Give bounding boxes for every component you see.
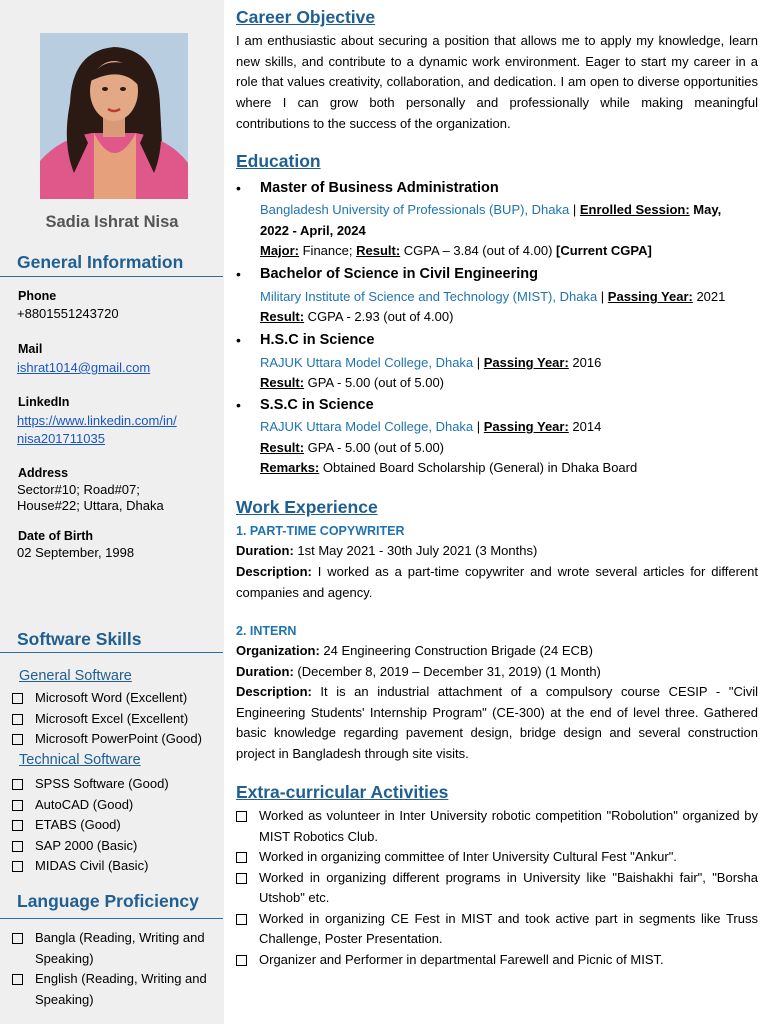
section-divider [0, 276, 223, 277]
linkedin-link-line2[interactable]: nisa201711035 [17, 431, 105, 446]
degree-remarks-line: Remarks: Obtained Board Scholarship (General) in Dhaka Board [260, 460, 638, 475]
list-item: Worked in organizing CE Fest in MIST and took active part in segments like Truss Challenge, Poster Presentation. [236, 909, 758, 950]
dob-value: 02 September, 1998 [17, 545, 135, 560]
degree-title: S.S.C in Science [260, 397, 374, 413]
list-item: Organizer and Performer in departmental Farewell and Picnic of MIST. [236, 950, 758, 971]
job-organization: Organization: 24 Engineering Construction Brigade (24 ECB) [236, 643, 593, 658]
job-duration: Duration: (December 8, 2019 – December 31, 2019) (1 Month) [236, 664, 601, 679]
profile-name: Sadia Ishrat Nisa [45, 213, 179, 231]
language-list [12, 928, 222, 1010]
checkbox-icon [236, 811, 247, 822]
phone-value: +8801551243720 [17, 306, 119, 321]
list-item: SPSS Software (Good) [12, 774, 169, 795]
linkedin-label: LinkedIn [18, 395, 70, 409]
dob-label: Date of Birth [18, 529, 93, 543]
list-item: English (Reading, Writing and Speaking) [12, 969, 222, 1010]
degree-title: Bachelor of Science in Civil Engineering [260, 266, 538, 282]
phone-label: Phone [18, 289, 57, 303]
work-experience-heading: Work Experience [236, 497, 378, 517]
mail-label: Mail [18, 342, 43, 356]
career-objective-heading: Career Objective [236, 7, 376, 27]
bullet-icon: • [236, 266, 241, 282]
checkbox-icon [236, 914, 247, 925]
activities-list [236, 806, 758, 970]
sidebar [0, 0, 224, 1024]
profile-photo [40, 33, 188, 199]
list-item: MIDAS Civil (Basic) [12, 856, 169, 877]
checkbox-icon [12, 693, 23, 704]
degree-institution-line: RAJUK Uttara Model College, Dhaka | Passing Year: 2016 [260, 355, 602, 370]
checkbox-icon [236, 955, 247, 966]
section-divider [0, 918, 223, 919]
checkbox-icon [236, 873, 247, 884]
checkbox-icon [12, 779, 23, 790]
checkbox-icon [12, 714, 23, 725]
general-info-heading: General Information [17, 252, 184, 272]
degree-institution-line: Military Institute of Science and Technology (MIST), Dhaka | Passing Year: 2021 [260, 289, 726, 304]
general-software-heading: General Software [19, 668, 132, 684]
degree-result-line: Result: GPA - 5.00 (out of 5.00) [260, 375, 445, 390]
list-item: Microsoft Word (Excellent) [12, 688, 202, 709]
linkedin-link-line1[interactable]: https://www.linkedin.com/in/ [17, 413, 177, 428]
mail-link[interactable]: ishrat1014@gmail.com [17, 360, 151, 375]
list-item: Worked in organizing committee of Inter University Cultural Fest "Ankur". [236, 847, 758, 868]
degree-title: H.S.C in Science [260, 332, 375, 348]
job-description: Description: I worked as a part-time copywriter and wrote several articles for different companies and agency. [236, 564, 758, 600]
software-skills-heading: Software Skills [17, 629, 142, 649]
degree-result-line: Result: CGPA - 2.93 (out of 4.00) [260, 309, 454, 324]
list-item: Microsoft Excel (Excellent) [12, 709, 202, 730]
technical-software-heading: Technical Software [19, 752, 141, 768]
institution-name: Bangladesh University of Professionals (BUP), Dhaka [260, 202, 570, 217]
degree-title: Master of Business Administration [260, 180, 499, 196]
checkbox-icon [12, 861, 23, 872]
bullet-icon: • [236, 180, 241, 196]
address-line1: Sector#10; Road#07; [17, 482, 140, 497]
bullet-icon: • [236, 397, 241, 413]
career-objective-text: I am enthusiastic about securing a position that allows me to apply my knowledge, learn new skills, and contribute to a dynamic work environment. Eager to start my career in a role that values creativity, collaboration, and dedication. I am open to diverse opportunities where I can grow both personally and professionally while making meaningful contributions to the success of the organization. [236, 33, 758, 131]
checkbox-icon [12, 734, 23, 745]
job-title: 2. INTERN [236, 624, 297, 638]
language-heading: Language Proficiency [17, 891, 199, 911]
address-line2: House#22; Uttara, Dhaka [17, 498, 164, 513]
checkbox-icon [12, 820, 23, 831]
address-label: Address [18, 466, 69, 480]
education-heading: Education [236, 151, 321, 171]
general-software-list [12, 688, 202, 750]
job-description: Description: It is an industrial attachment of a compulsory course CESIP - "Civil Engineering Students' Internship Program" (CE-300) at the end of level three. Gathered basic knowledge regarding pavement design, bridge design and several construction project in Bangladesh through site visits. [236, 684, 758, 762]
section-divider [0, 652, 223, 653]
bullet-icon: • [236, 332, 241, 348]
checkbox-icon [12, 841, 23, 852]
job-duration: Duration: 1st May 2021 - 30th July 2021 (3 Months) [236, 543, 538, 558]
degree-result-line: Result: GPA - 5.00 (out of 5.00) [260, 440, 445, 455]
checkbox-icon [236, 852, 247, 863]
checkbox-icon [12, 933, 23, 944]
list-item: Worked in organizing different programs in University like "Baishakhi fair", "Borsha Utshob" etc. [236, 868, 758, 909]
degree-institution-line: RAJUK Uttara Model College, Dhaka | Passing Year: 2014 [260, 419, 602, 434]
job-title: 1. PART-TIME COPYWRITER [236, 524, 405, 538]
list-item: Bangla (Reading, Writing and Speaking) [12, 928, 222, 969]
list-item: ETABS (Good) [12, 815, 169, 836]
activities-heading: Extra-curricular Activities [236, 782, 449, 802]
technical-software-list [12, 774, 169, 877]
degree-institution-line: Bangladesh University of Professionals (BUP), Dhaka | Enrolled Session: May, [260, 202, 722, 217]
checkbox-icon [12, 974, 23, 985]
list-item: SAP 2000 (Basic) [12, 836, 169, 857]
checkbox-icon [12, 800, 23, 811]
degree-session-line: 2022 - April, 2024 [260, 223, 366, 238]
list-item: Microsoft PowerPoint (Good) [12, 729, 202, 750]
degree-result-line: Major: Finance; Result: CGPA – 3.84 (out of 4.00) [Current CGPA] [260, 243, 652, 258]
list-item: Worked as volunteer in Inter University robotic competition "Robolution" organized by MIST Robotics Club. [236, 806, 758, 847]
list-item: AutoCAD (Good) [12, 795, 169, 816]
